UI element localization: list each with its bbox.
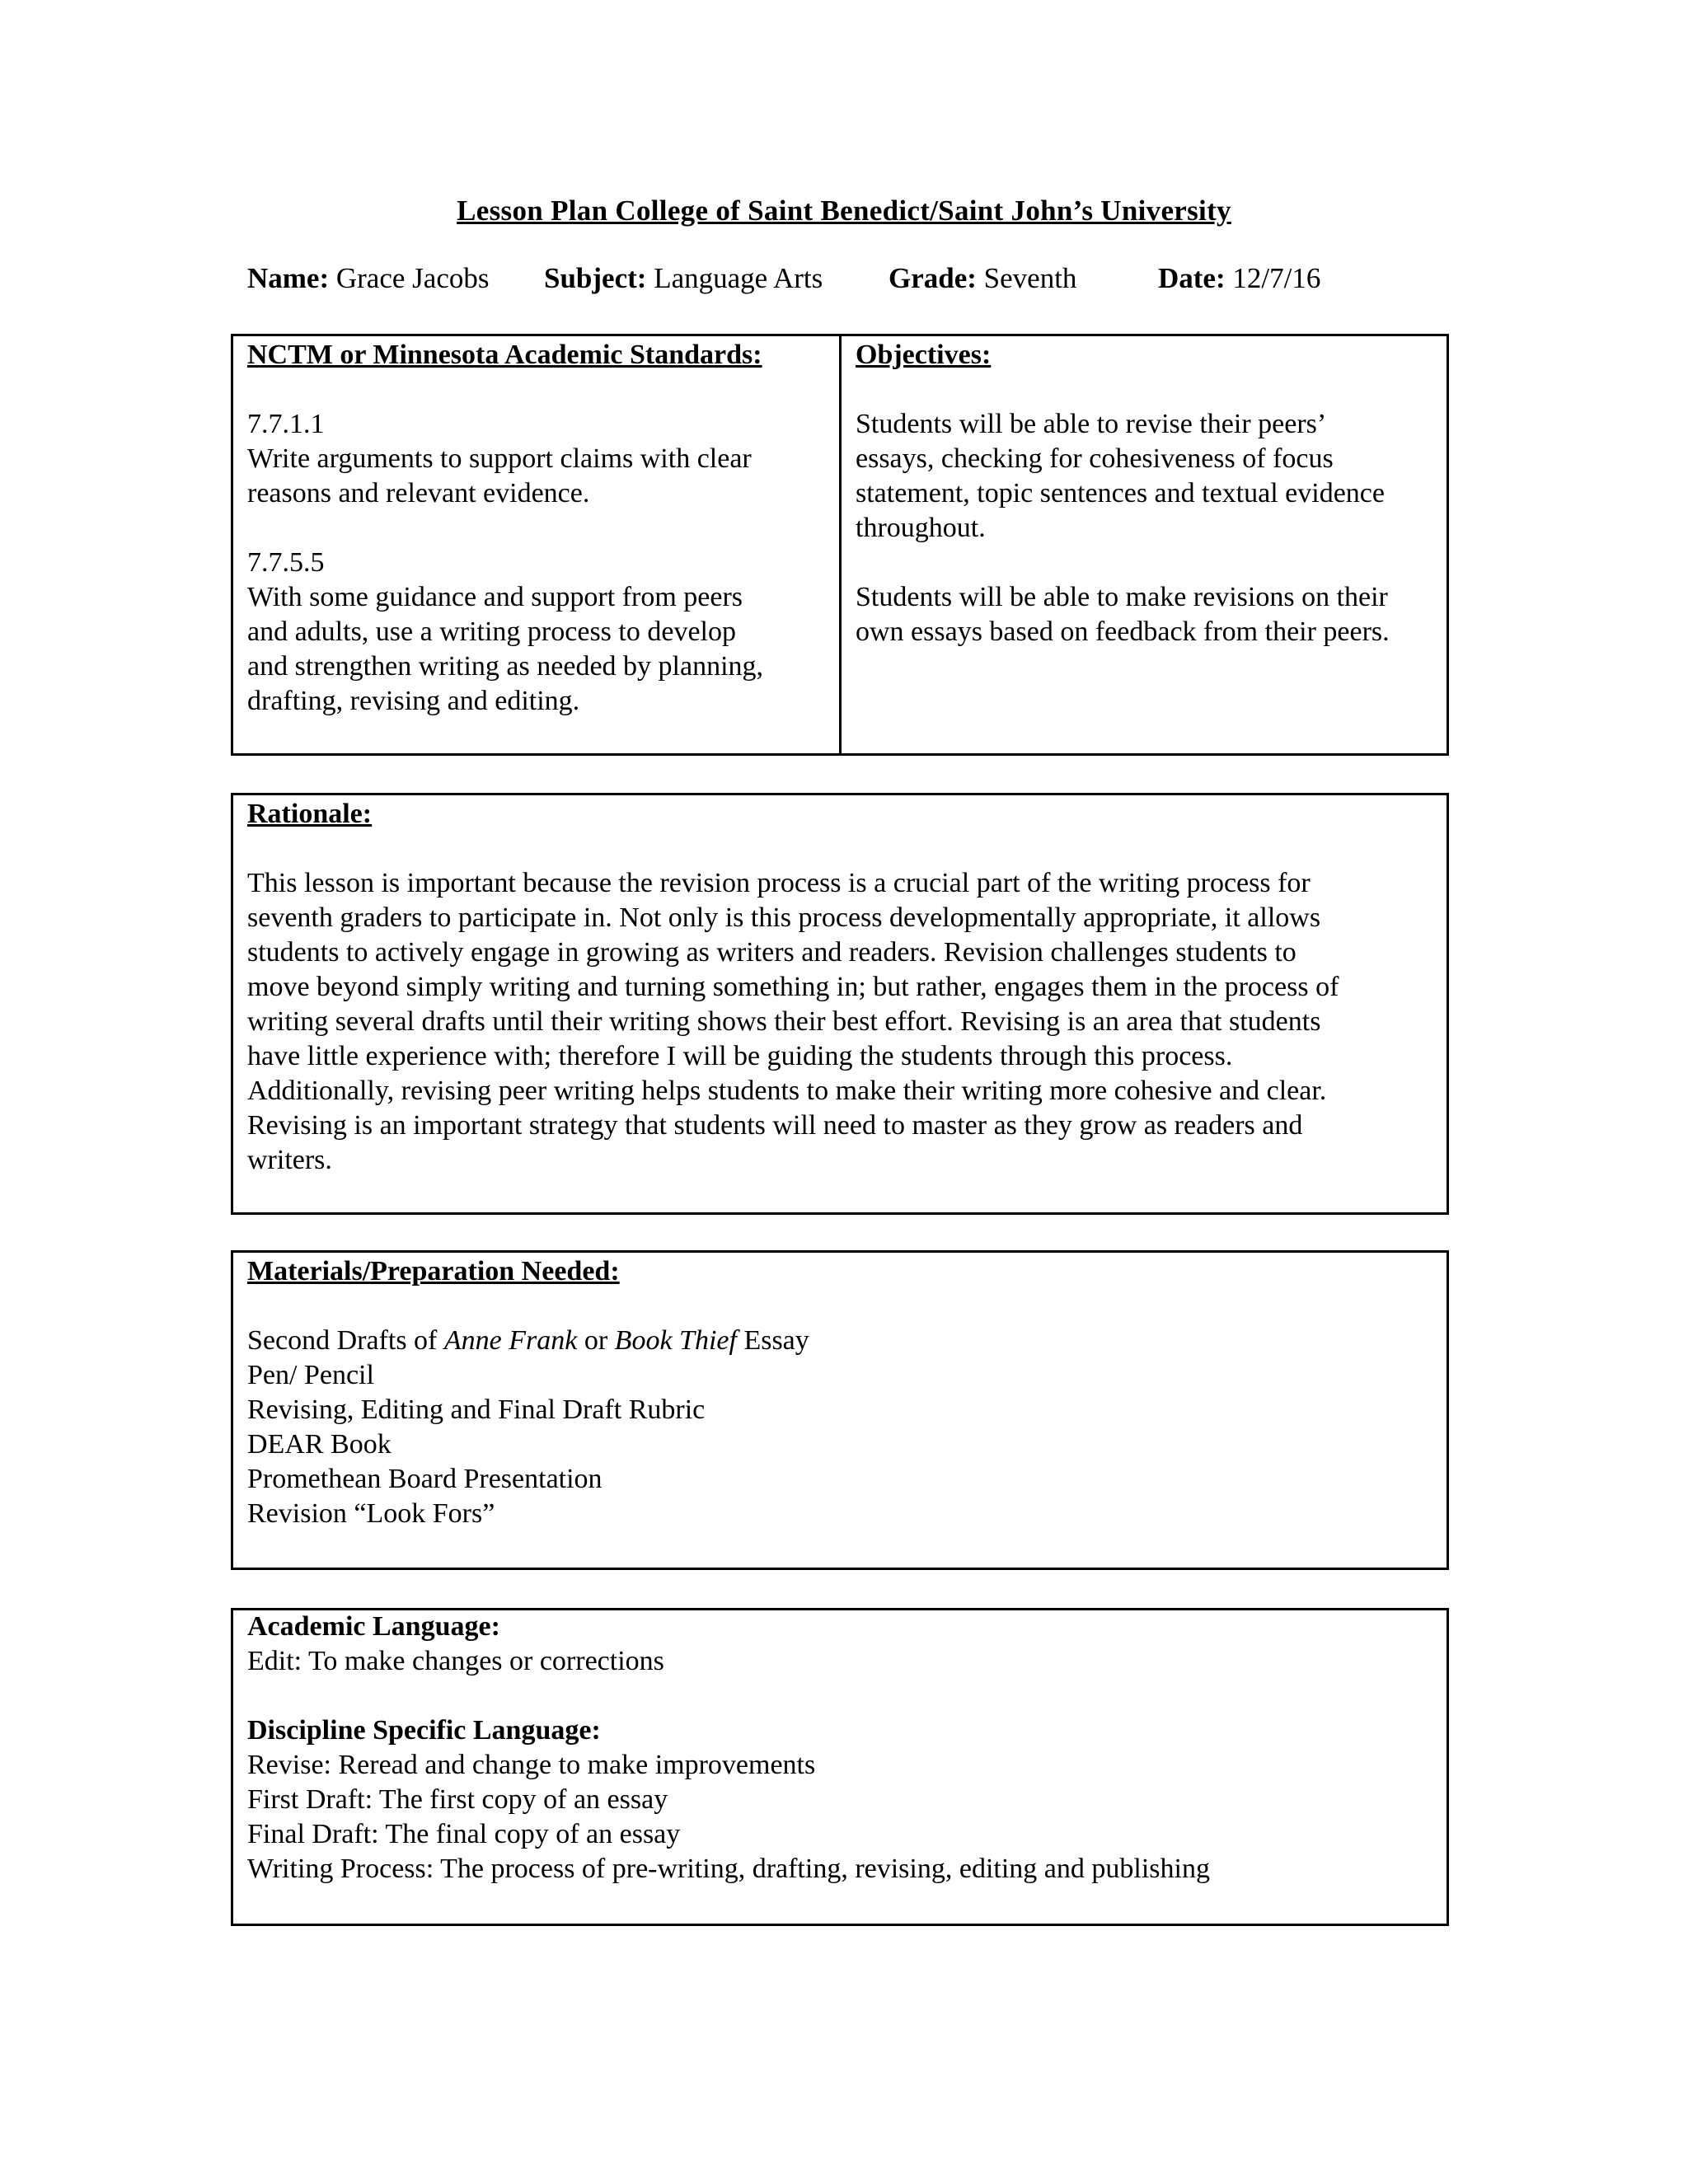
name-label: Name: (247, 262, 330, 294)
materials-cell (247, 1254, 1442, 1531)
standard-line: and strengthen writing as needed by planning, (247, 651, 764, 682)
rationale-line: have little experience with; therefore I will be guiding the students through this process. (247, 1041, 1233, 1071)
standard-line: reasons and relevant evidence. (247, 478, 590, 509)
standard-line: With some guidance and support from peers (247, 582, 743, 612)
date-field (1158, 262, 1320, 295)
rationale-line: seventh graders to participate in. Not only is this process developmentally appropriate, it allows (247, 902, 1321, 933)
grade-field (889, 262, 1076, 295)
page-title: Lesson Plan College of Saint Benedict/Saint John’s University (457, 194, 1231, 227)
book-title: Anne Frank (443, 1325, 578, 1356)
rationale-line: move beyond simply writing and turning something in; but rather, engages them in the process of (247, 972, 1339, 1002)
rationale-heading: Rationale: (247, 799, 373, 829)
standards-cell (247, 338, 824, 719)
name-value: Grace Jacobs (335, 262, 490, 294)
academic-language-item: Edit: To make changes or corrections (247, 1646, 664, 1676)
materials-item: DEAR Book (247, 1429, 392, 1460)
materials-text: Essay (736, 1325, 809, 1356)
rationale-line: Revising is an important strategy that students will need to master as they grow as readers and (247, 1110, 1303, 1141)
objective-line: throughout. (856, 513, 986, 543)
discipline-language-item: Final Draft: The final copy of an essay (247, 1819, 681, 1849)
date-label: Date: (1158, 262, 1226, 294)
discipline-language-heading: Discipline Specific Language: (247, 1715, 601, 1746)
standards-heading: NCTM or Minnesota Academic Standards: (247, 340, 762, 370)
discipline-language-item: Revise: Reread and change to make improvements (247, 1750, 816, 1780)
objective-line: own essays based on feedback from their peers. (856, 616, 1390, 647)
objective-line: essays, checking for cohesiveness of focus (856, 443, 1334, 474)
objective-line: Students will be able to revise their peers’ (856, 409, 1327, 439)
discipline-language-item: Writing Process: The process of pre-writing, drafting, revising, editing and publishing (247, 1854, 1210, 1884)
materials-item: Revising, Editing and Final Draft Rubric (247, 1394, 706, 1425)
discipline-language-item: First Draft: The first copy of an essay (247, 1784, 668, 1815)
book-title: Book Thief (614, 1325, 737, 1356)
rationale-line: students to actively engage in growing as writers and readers. Revision challenges students to (247, 937, 1296, 968)
subject-label: Subject: (544, 262, 647, 294)
objectives-cell (856, 338, 1441, 649)
materials-item: Revision “Look Fors” (247, 1498, 495, 1529)
standard-line: drafting, revising and editing. (247, 686, 580, 716)
rationale-line: Additionally, revising peer writing helps students to make their writing more cohesive and clear. (247, 1076, 1327, 1106)
objectives-heading: Objectives: (856, 340, 992, 370)
academic-language-heading: Academic Language: (247, 1611, 500, 1642)
language-cell (247, 1610, 1442, 1886)
objective-line: statement, topic sentences and textual evidence (856, 478, 1385, 509)
materials-item (247, 1324, 1442, 1358)
materials-item: Promethean Board Presentation (247, 1464, 603, 1494)
standard-line: and adults, use a writing process to develop (247, 616, 736, 647)
materials-heading: Materials/Preparation Needed: (247, 1256, 620, 1286)
standard-code: 7.7.1.1 (247, 409, 325, 439)
rationale-line: This lesson is important because the revision process is a crucial part of the writing process for (247, 868, 1311, 898)
name-field (247, 262, 489, 295)
objective-line: Students will be able to make revisions on their (856, 582, 1388, 612)
materials-item: Pen/ Pencil (247, 1360, 374, 1390)
subject-value: Language Arts (654, 262, 823, 294)
grade-value: Seventh (983, 262, 1077, 294)
standard-line: Write arguments to support claims with clear (247, 443, 752, 474)
rationale-line: writers. (247, 1145, 332, 1175)
materials-text: or (577, 1325, 615, 1356)
rationale-cell (247, 797, 1442, 1178)
materials-text: Second Drafts of (247, 1325, 444, 1356)
table-divider (839, 334, 842, 756)
subject-field (544, 262, 823, 295)
rationale-line: writing several drafts until their writing shows their best effort. Revising is an area that students (247, 1006, 1321, 1037)
date-value: 12/7/16 (1232, 262, 1321, 294)
standard-code: 7.7.5.5 (247, 547, 325, 578)
grade-label: Grade: (889, 262, 977, 294)
